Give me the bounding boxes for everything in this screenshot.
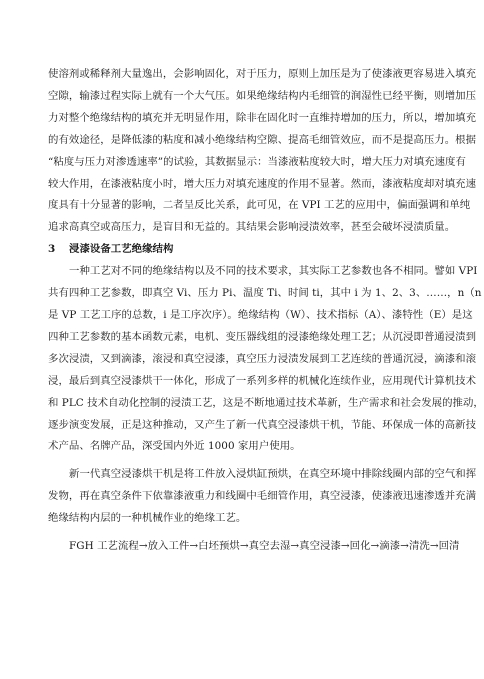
text-line: “粘度与压力对渗透速率”的试验，其数据显示：当漆液粘度较大时，增大压力对填充速度有 — [48, 155, 466, 168]
text-line: 一种工艺对不同的绝缘结构以及不同的技术要求，其实际工艺参数也各不相同。譬如 VPI — [69, 265, 478, 278]
paragraph-fgh-process — [48, 536, 460, 558]
paragraph-new-generation-dryer — [48, 464, 477, 530]
text-line: 空隙，输漆过程实际上就有一个大气压。如果绝缘结构内毛细管的润湿性已经平衡，则增加压 — [48, 89, 477, 102]
text-line: 和 PLC 技术自动化控制的浸渍工艺，这是不断地通过技术革新，生产需求和社会发展的推动， — [48, 396, 484, 409]
text-line: 使溶剂或稀释剂大量逸出，会影响固化，对于压力，原则上加压是为了使漆液更容易进入填充 — [48, 68, 477, 80]
text-line: 力对整个绝缘结构的填充并无明显作用，除非在固化时一直维持增加的压力，所以，增加填充 — [48, 111, 477, 124]
text-line: 度具有十分显著的影响，二者呈反比关系，此可见，在 VPI 工艺的应用中，偏面强调和单纯 — [48, 199, 471, 212]
text-line: 逐步演变发展，正是这种推动，又产生了新一代真空浸漆烘干机，节能、环保成一体的高新技 — [48, 418, 477, 431]
text-line: 四种工艺参数的基本函数元素，电机、变压器线组的浸漆绝缘处理工艺；从沉浸即普通浸渍到 — [48, 330, 477, 343]
text-line: FGH 工艺流程→放入工件→白坯预烘→真空去湿→真空浸漆→回化→滴漆→清洗→回清 — [69, 540, 460, 553]
text-line: 较大作用，在漆液粘度小时，增大压力对填充速度的作用不显著。然而，漆液粘度却对填充速 — [48, 177, 477, 190]
text-line: 追求高真空或高压力，是盲目和无益的。其结果会影响浸渍效率，甚至会破坏浸渍质量。 — [48, 221, 456, 234]
text-line: 发物，再在真空条件下依靠漆液重力和线圈中毛细管作用，真空浸漆，使漆液迅速渗透并充满 — [48, 490, 477, 503]
section-number: 3 — [48, 243, 56, 256]
section-title: 浸漆设备工艺绝缘结构 — [69, 243, 174, 256]
text-line: 浸，最后到真空浸漆烘干一体化，形成了一系列多样的机械化连续作业，应用现代计算机技术 — [48, 374, 477, 387]
text-line: 术产品、名牌产品，深受国内外近 1000 家用户使用。 — [48, 440, 301, 453]
text-line: 的有效途径，是降低漆的粘度和减小绝缘结构空隙、提高毛细管效应，而不是提高压力。根据 — [48, 133, 477, 146]
text-line: 是 VP 工艺工序的总数，i 是工序次序）。绝缘结构（W）、技术指标（A）、漆特性（E）是这 — [48, 308, 473, 321]
section-heading — [48, 239, 434, 261]
text-line: 共有四种工艺参数，即真空 Vi、压力 Pi、温度 Ti、时间 ti，其中 i 为 1、2、3、……，n（n — [48, 287, 482, 300]
paragraph-viscosity-pressure — [48, 64, 477, 239]
text-line: 绝缘结构内层的一种机械作业的绝缘工艺。 — [48, 512, 247, 525]
paragraph-process-parameters — [48, 261, 484, 458]
text-line: 新一代真空浸漆烘干机是将工件放入浸烘缸预烘，在真空环境中排除线圈内部的空气和挥 — [69, 468, 477, 481]
text-line: 多次浸渍，又到滴漆，滚浸和真空浸漆，真空压力浸渍发展到工艺连续的普通沉浸，滴漆和滚 — [48, 352, 477, 365]
